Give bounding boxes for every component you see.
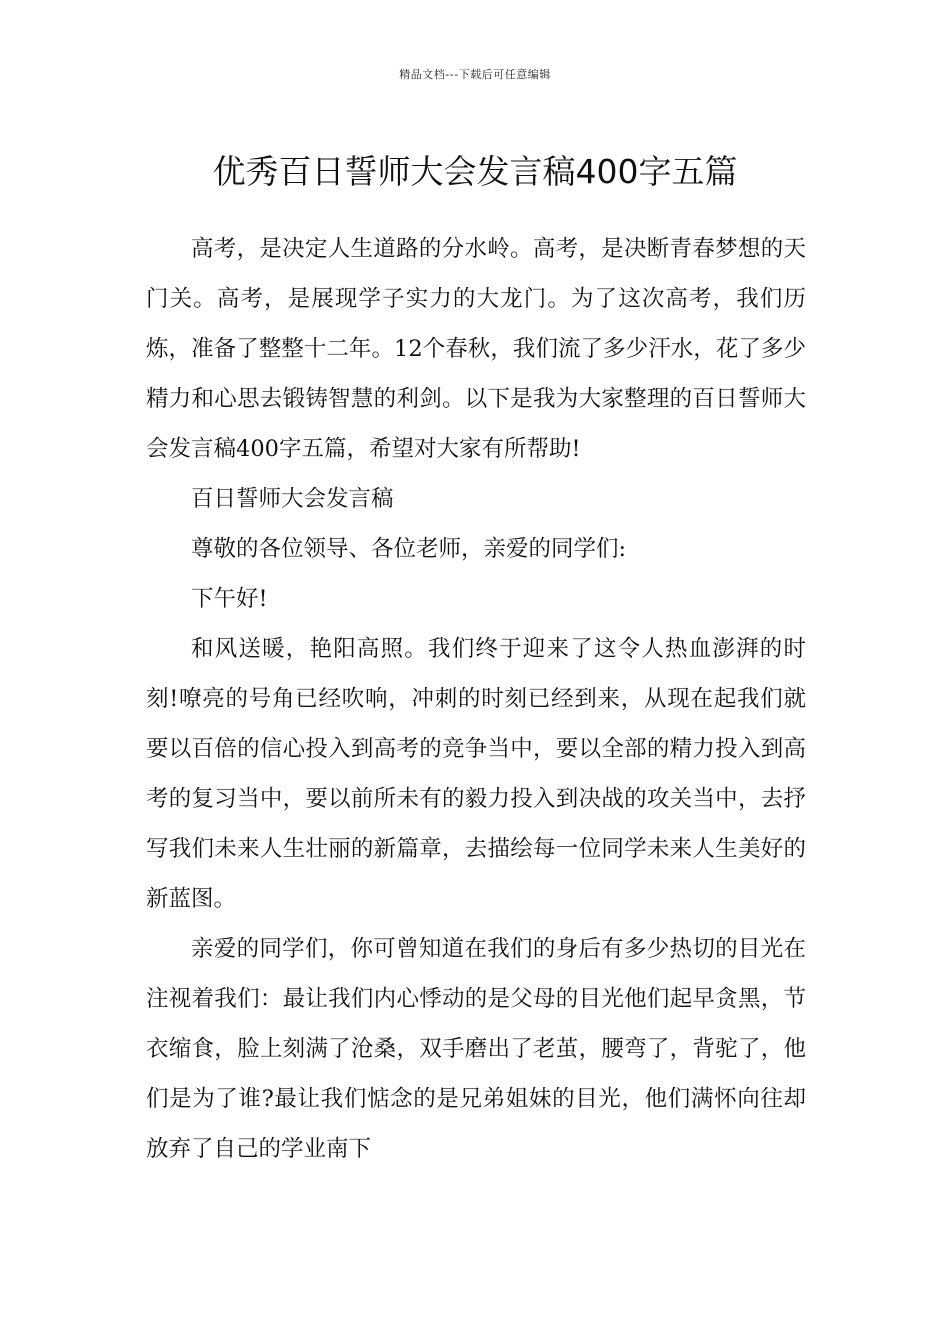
paragraph-intro: 高考，是决定人生道路的分水岭。高考，是决断青春梦想的天门关。高考，是展现学子实力的大龙门。为了这次高考，我们历炼，准备了整整十二年。12个春秋，我们流了多少汗水，花了多少精力和心思去锻铸智慧的利剑。以下是我为大家整理的百日誓师大会发言稿400字五篇，希望对大家有所帮助! bbox=[146, 236, 806, 462]
paragraph-salutation: 尊敬的各位领导、各位老师，亲爱的同学们: bbox=[191, 536, 627, 562]
paragraph-body-1: 和风送暖，艳阳高照。我们终于迎来了这令人热血澎湃的时刻!嘹亮的号角已经吹响，冲刺的时刻已经到来，从现在起我们就要以百倍的信心投入到高考的竞争当中，要以全部的精力投入到高考的复习当中，要以前所未有的毅力投入到决战的攻关当中，去抒写我们未来人生壮丽的新篇章，去描绘每一位同学未来人生美好的新蓝图。 bbox=[146, 636, 806, 912]
paragraph-subtitle: 百日誓师大会发言稿 bbox=[191, 486, 394, 512]
document-body bbox=[146, 224, 806, 1174]
document-title: 优秀百日誓师大会发言稿400字五篇 bbox=[212, 152, 738, 192]
paragraph-greeting: 下午好! bbox=[191, 586, 268, 612]
paragraph-body-2: 亲爱的同学们，你可曾知道在我们的身后有多少热切的目光在注视着我们：最让我们内心悸动的是父母的目光他们起早贪黑，节衣缩食，脸上刻满了沧桑，双手磨出了老茧，腰弯了，背驼了，他们是为了谁?最让我们惦念的是兄弟姐妹的目光，他们满怀向往却放弃了自己的学业南下 bbox=[146, 936, 806, 1162]
header-note: 精品文档---下载后可任意编辑 bbox=[399, 68, 551, 81]
